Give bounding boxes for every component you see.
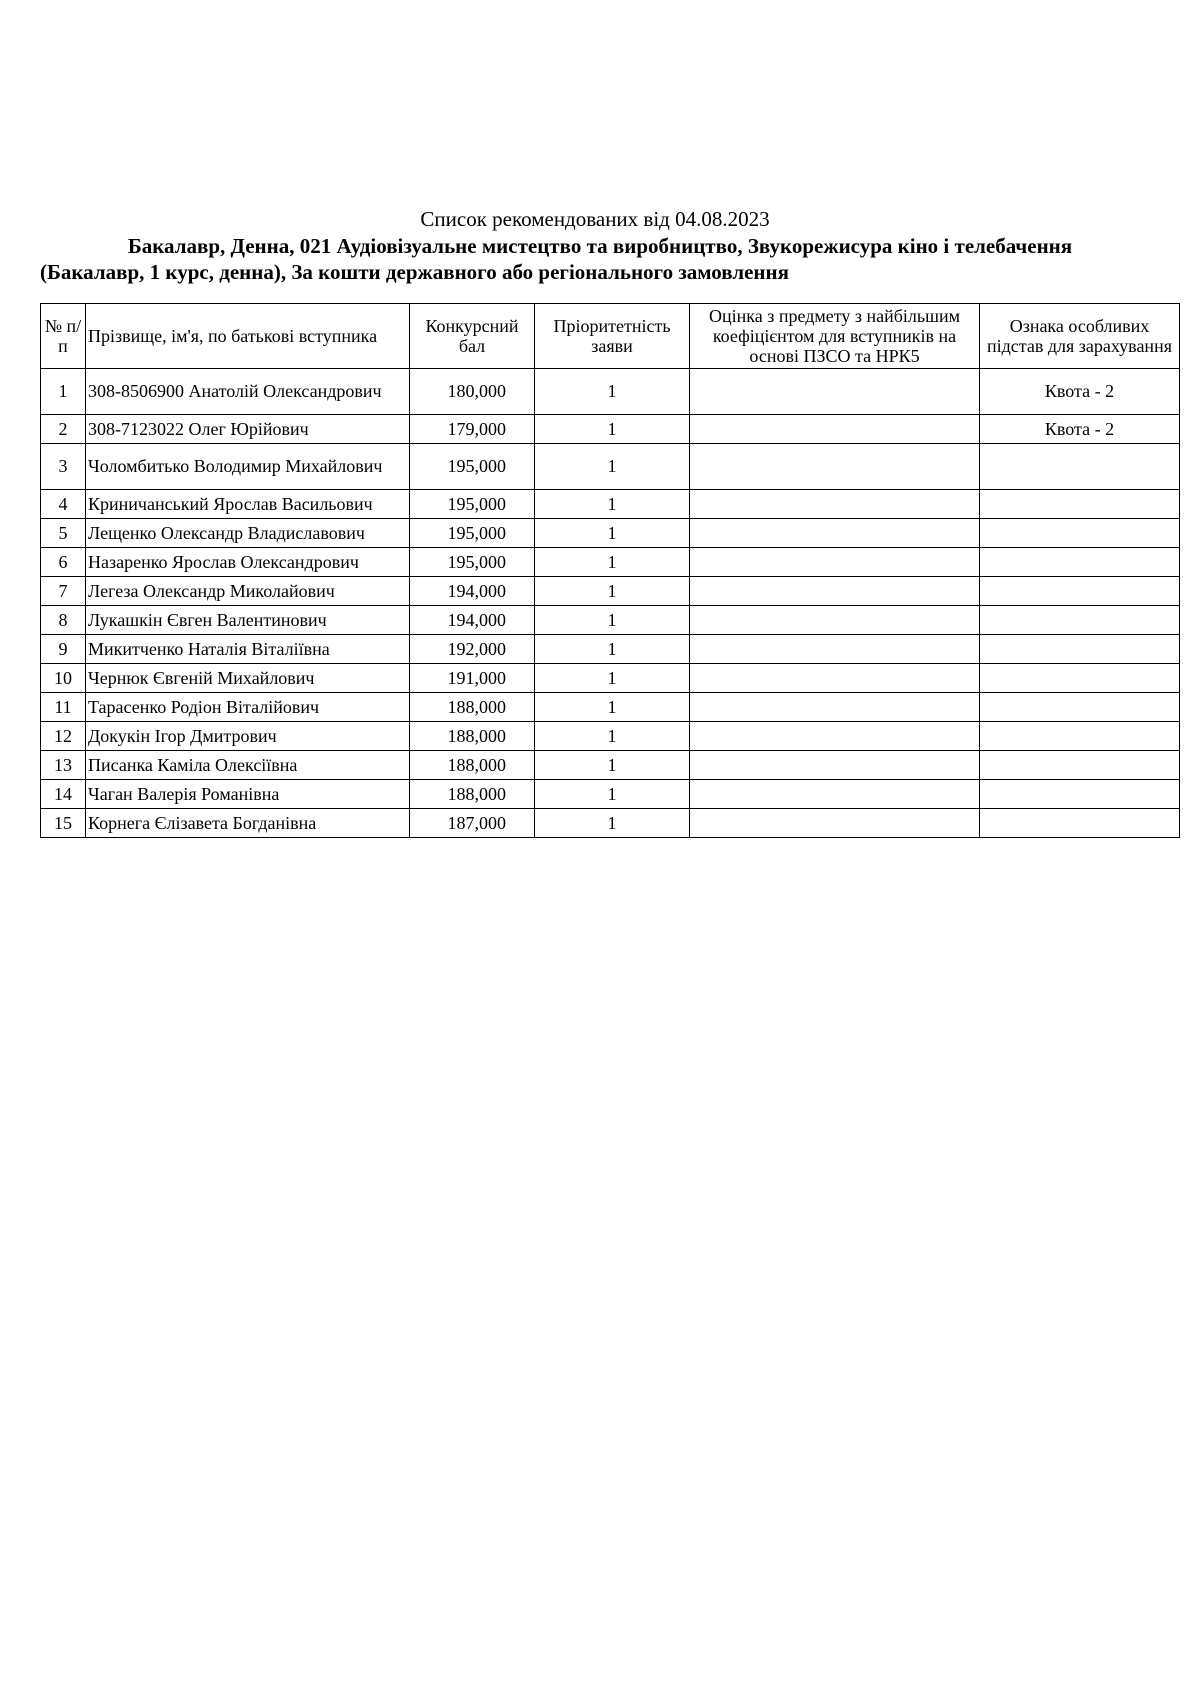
cell-subject-score	[690, 444, 980, 490]
cell-name: Чоломбитько Володимир Михайлович	[86, 444, 410, 490]
document-subtitle	[40, 233, 1160, 285]
cell-score: 194,000	[410, 606, 535, 635]
cell-score: 194,000	[410, 577, 535, 606]
cell-num: 4	[41, 490, 86, 519]
cell-special-grounds	[980, 577, 1180, 606]
cell-priority: 1	[535, 780, 690, 809]
header-priority: Пріоритетність заяви	[535, 304, 690, 369]
table-row	[41, 519, 1180, 548]
cell-score: 188,000	[410, 722, 535, 751]
cell-priority: 1	[535, 548, 690, 577]
cell-score: 187,000	[410, 809, 535, 838]
table-row	[41, 751, 1180, 780]
applicants-table	[40, 303, 1180, 838]
cell-num: 5	[41, 519, 86, 548]
cell-name: Писанка Каміла Олексіївна	[86, 751, 410, 780]
cell-name: Тарасенко Родіон Віталійович	[86, 693, 410, 722]
cell-special-grounds	[980, 664, 1180, 693]
table-row	[41, 693, 1180, 722]
cell-priority: 1	[535, 606, 690, 635]
cell-priority: 1	[535, 751, 690, 780]
cell-score: 195,000	[410, 444, 535, 490]
cell-priority: 1	[535, 490, 690, 519]
cell-name: Лещенко Олександр Владиславович	[86, 519, 410, 548]
cell-num: 7	[41, 577, 86, 606]
document-title: Список рекомендованих від 04.08.2023	[420, 207, 770, 231]
cell-name: Чернюк Євгеній Михайлович	[86, 664, 410, 693]
cell-special-grounds	[980, 519, 1180, 548]
cell-score: 195,000	[410, 490, 535, 519]
cell-score: 192,000	[410, 635, 535, 664]
header-name: Прізвище, ім'я, по батькові вступника	[86, 304, 410, 369]
cell-name: Криничанський Ярослав Васильович	[86, 490, 410, 519]
cell-name: Микитченко Наталія Віталіївна	[86, 635, 410, 664]
cell-priority: 1	[535, 519, 690, 548]
cell-name: Чаган Валерія Романівна	[86, 780, 410, 809]
cell-name: 308-8506900 Анатолій Олександрович	[86, 369, 410, 415]
cell-special-grounds	[980, 751, 1180, 780]
cell-subject-score	[690, 751, 980, 780]
table-row	[41, 722, 1180, 751]
cell-score: 188,000	[410, 693, 535, 722]
header-score: Конкурсний бал	[410, 304, 535, 369]
cell-subject-score	[690, 635, 980, 664]
cell-special-grounds	[980, 809, 1180, 838]
cell-subject-score	[690, 722, 980, 751]
cell-score: 195,000	[410, 519, 535, 548]
cell-num: 6	[41, 548, 86, 577]
cell-score: 179,000	[410, 415, 535, 444]
table-row	[41, 415, 1180, 444]
cell-subject-score	[690, 809, 980, 838]
table-row	[41, 809, 1180, 838]
cell-name: 308-7123022 Олег Юрійович	[86, 415, 410, 444]
cell-num: 14	[41, 780, 86, 809]
cell-special-grounds	[980, 693, 1180, 722]
subtitle-line-1: Бакалавр, Денна, 021 Аудіовізуальне мистецтво та виробництво, Звукорежисура кіно і телебачення	[127, 234, 1073, 258]
table-row	[41, 577, 1180, 606]
cell-score: 195,000	[410, 548, 535, 577]
cell-special-grounds	[980, 780, 1180, 809]
cell-subject-score	[690, 577, 980, 606]
cell-num: 10	[41, 664, 86, 693]
cell-special-grounds	[980, 490, 1180, 519]
table-row	[41, 444, 1180, 490]
cell-priority: 1	[535, 369, 690, 415]
cell-subject-score	[690, 664, 980, 693]
cell-num: 15	[41, 809, 86, 838]
header-subject-score: Оцінка з предмету з найбільшим коефіцієнтом для вступників на основі ПЗСО та НРК5	[690, 304, 980, 369]
cell-score: 191,000	[410, 664, 535, 693]
cell-num: 2	[41, 415, 86, 444]
cell-priority: 1	[535, 444, 690, 490]
cell-priority: 1	[535, 693, 690, 722]
table-header-row	[41, 304, 1180, 369]
cell-subject-score	[690, 548, 980, 577]
table-row	[41, 369, 1180, 415]
cell-priority: 1	[535, 809, 690, 838]
table-row	[41, 635, 1180, 664]
subtitle-line-2: (Бакалавр, 1 курс, денна), За кошти державного або регіонального замовлення	[40, 260, 789, 284]
cell-subject-score	[690, 490, 980, 519]
cell-special-grounds	[980, 722, 1180, 751]
header-special-grounds: Ознака особливих підстав для зарахування	[980, 304, 1180, 369]
cell-num: 9	[41, 635, 86, 664]
table-row	[41, 664, 1180, 693]
cell-num: 11	[41, 693, 86, 722]
cell-subject-score	[690, 415, 980, 444]
cell-score: 188,000	[410, 751, 535, 780]
cell-name: Корнега Єлізавета Богданівна	[86, 809, 410, 838]
cell-priority: 1	[535, 635, 690, 664]
cell-special-grounds	[980, 444, 1180, 490]
cell-num: 8	[41, 606, 86, 635]
table-row	[41, 780, 1180, 809]
cell-score: 180,000	[410, 369, 535, 415]
cell-subject-score	[690, 519, 980, 548]
cell-priority: 1	[535, 722, 690, 751]
cell-special-grounds	[980, 606, 1180, 635]
cell-subject-score	[690, 693, 980, 722]
cell-special-grounds: Квота - 2	[980, 415, 1180, 444]
table-row	[41, 490, 1180, 519]
cell-num: 3	[41, 444, 86, 490]
cell-subject-score	[690, 606, 980, 635]
cell-num: 13	[41, 751, 86, 780]
cell-num: 1	[41, 369, 86, 415]
cell-special-grounds	[980, 635, 1180, 664]
cell-name: Легеза Олександр Миколайович	[86, 577, 410, 606]
cell-priority: 1	[535, 577, 690, 606]
cell-score: 188,000	[410, 780, 535, 809]
cell-priority: 1	[535, 664, 690, 693]
cell-subject-score	[690, 780, 980, 809]
cell-name: Назаренко Ярослав Олександрович	[86, 548, 410, 577]
table-row	[41, 606, 1180, 635]
cell-subject-score	[690, 369, 980, 415]
cell-special-grounds: Квота - 2	[980, 369, 1180, 415]
cell-special-grounds	[980, 548, 1180, 577]
table-row	[41, 548, 1180, 577]
cell-num: 12	[41, 722, 86, 751]
cell-name: Докукін Ігор Дмитрович	[86, 722, 410, 751]
cell-name: Лукашкін Євген Валентинович	[86, 606, 410, 635]
cell-priority: 1	[535, 415, 690, 444]
header-num: № п/п	[41, 304, 86, 369]
